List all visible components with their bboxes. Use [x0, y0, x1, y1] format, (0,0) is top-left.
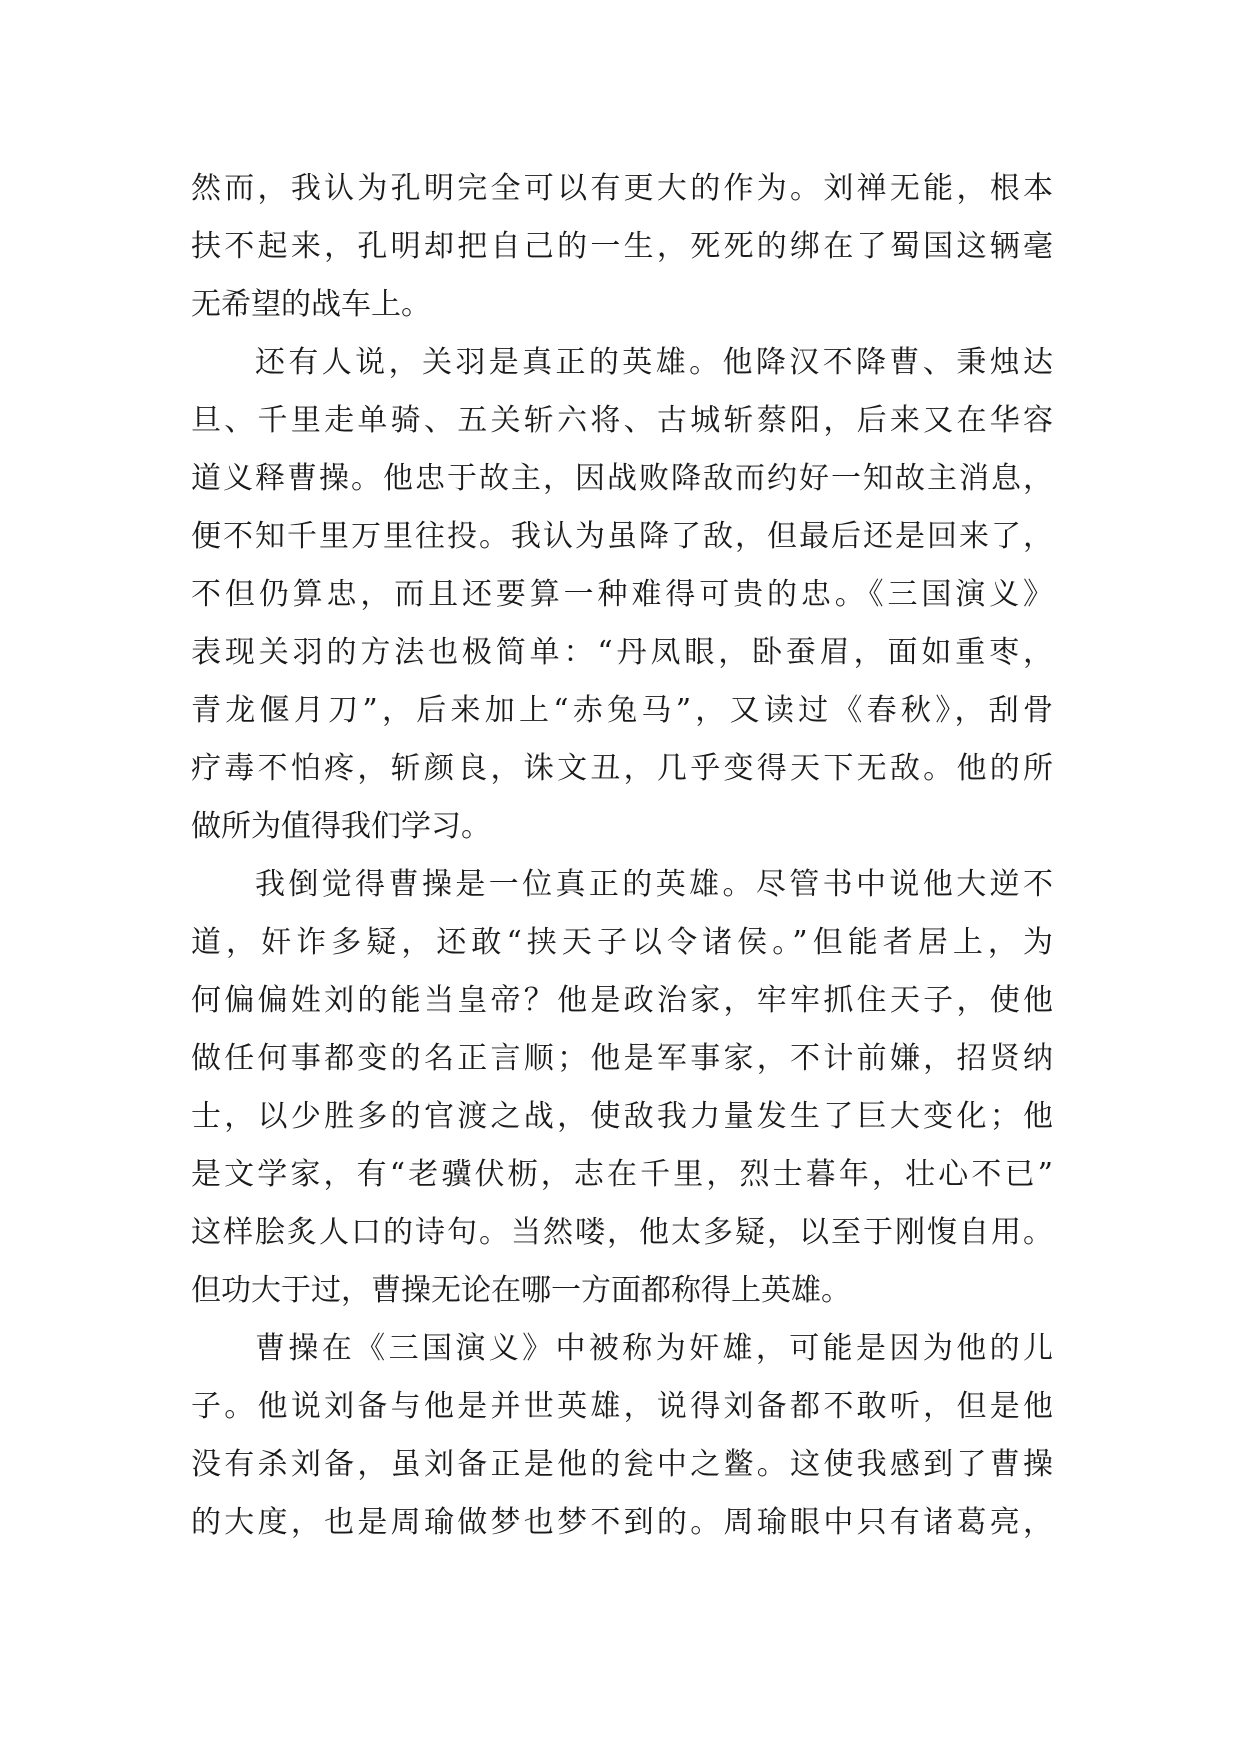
- text-line: 士，以少胜多的官渡之战，使敌我力量发生了巨大变化；他: [191, 1099, 1053, 1134]
- text-line: 疗毒不怕疼，斩颜良，诛文丑，几乎变得天下无敌。他的所: [191, 751, 1053, 786]
- text-line: 道义释曹操。他忠于故主，因战败降敌而约好一知故主消息，: [191, 461, 1053, 496]
- text-line: 无希望的战车上。: [191, 287, 431, 322]
- text-line: 是文学家，有“老骥伏枥，志在千里，烈士暮年，壮心不已”: [191, 1157, 1053, 1192]
- text-line: 子。他说刘备与他是并世英雄，说得刘备都不敢听，但是他: [191, 1389, 1053, 1424]
- text-line: 道，奸诈多疑，还敢“挟天子以令诸侯。”但能者居上，为: [191, 925, 1053, 960]
- text-line: 我倒觉得曹操是一位真正的英雄。尽管书中说他大逆不: [255, 867, 1053, 902]
- document-page: [191, 160, 1053, 1552]
- text-line: 的大度，也是周瑜做梦也梦不到的。周瑜眼中只有诸葛亮，: [191, 1505, 1053, 1540]
- text-line: 不但仍算忠，而且还要算一种难得可贵的忠。《三国演义》: [191, 577, 1053, 612]
- text-line: 何偏偏姓刘的能当皇帝？他是政治家，牢牢抓住天子，使他: [191, 983, 1053, 1018]
- text-line: 没有杀刘备，虽刘备正是他的瓮中之鳖。这使我感到了曹操: [191, 1447, 1053, 1482]
- text-line: 但功大于过，曹操无论在哪一方面都称得上英雄。: [191, 1273, 851, 1308]
- text-line: 还有人说，关羽是真正的英雄。他降汉不降曹、秉烛达: [255, 345, 1053, 380]
- text-line: 然而，我认为孔明完全可以有更大的作为。刘禅无能，根本: [191, 171, 1053, 206]
- text-line: 做任何事都变的名正言顺；他是军事家，不计前嫌，招贤纳: [191, 1041, 1053, 1076]
- text-line: 便不知千里万里往投。我认为虽降了敌，但最后还是回来了，: [191, 519, 1053, 554]
- paragraph: [191, 334, 1053, 856]
- text-line: 这样脍炙人口的诗句。当然喽，他太多疑，以至于刚愎自用。: [191, 1215, 1053, 1250]
- text-line: 表现关羽的方法也极简单：“丹凤眼，卧蚕眉，面如重枣，: [191, 635, 1053, 670]
- paragraph: [191, 160, 1053, 334]
- paragraph: [191, 1320, 1053, 1552]
- text-line: 曹操在《三国演义》中被称为奸雄，可能是因为他的儿: [255, 1331, 1053, 1366]
- text-line: 做所为值得我们学习。: [191, 809, 491, 844]
- text-line: 旦、千里走单骑、五关斩六将、古城斩蔡阳，后来又在华容: [191, 403, 1053, 438]
- text-line: 青龙偃月刀”，后来加上“赤兔马”，又读过《春秋》，刮骨: [191, 693, 1053, 728]
- text-line: 扶不起来，孔明却把自己的一生，死死的绑在了蜀国这辆毫: [191, 229, 1053, 264]
- paragraph: [191, 856, 1053, 1320]
